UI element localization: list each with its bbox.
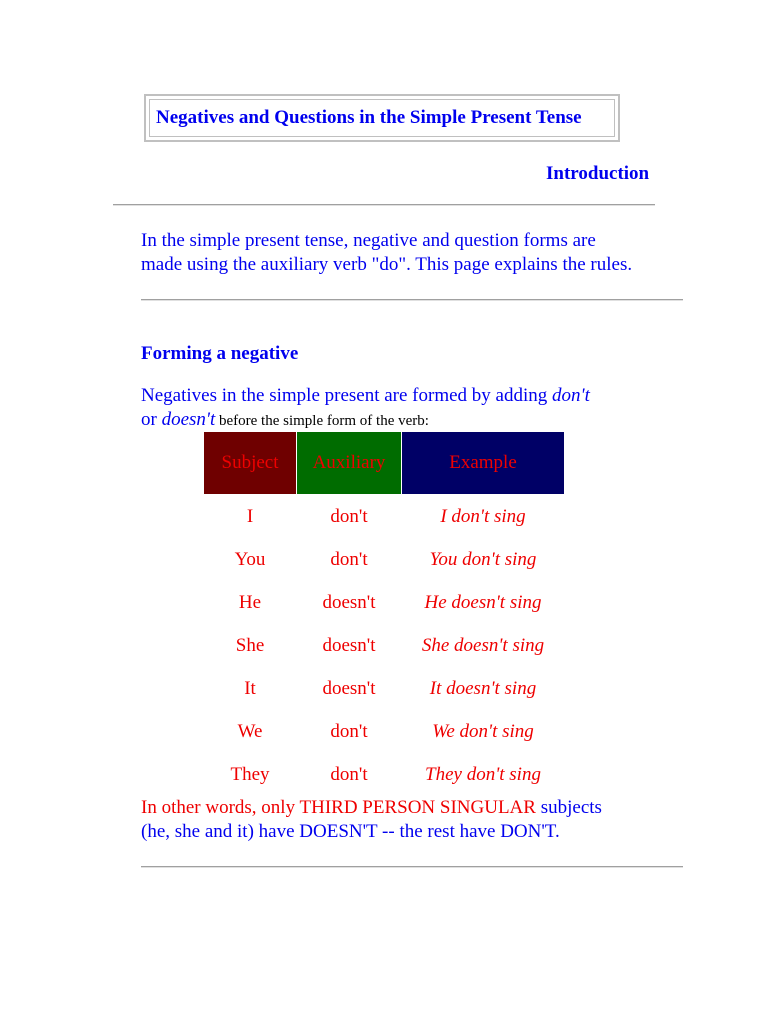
table-row	[204, 581, 565, 624]
negatives-text-dont: don't	[552, 385, 590, 406]
cell-subject: I	[246, 505, 254, 527]
cell-subject: You	[234, 548, 266, 570]
cell-auxiliary: doesn't	[322, 634, 376, 656]
table-row	[204, 495, 565, 539]
cell-example: We don't sing	[432, 720, 534, 742]
cell-example: They don't sing	[425, 763, 541, 785]
header-subject: Subject	[204, 432, 297, 495]
negatives-text	[141, 384, 631, 433]
page-title: Negatives and Questions in the Simple Present Tense	[156, 107, 582, 128]
header-example: Example	[402, 432, 565, 495]
cell-example: You don't sing	[429, 548, 537, 570]
table-row	[204, 667, 565, 710]
negatives-text-tail: before the simple form of the verb:	[215, 413, 429, 429]
cell-example: She doesn't sing	[421, 634, 545, 656]
table-row	[204, 538, 565, 581]
header-auxiliary: Auxiliary	[297, 432, 402, 495]
divider-top	[113, 204, 655, 206]
cell-subject: They	[230, 763, 270, 785]
negatives-text-or: or	[141, 409, 162, 430]
divider-intro	[141, 299, 683, 301]
section-heading: Forming a negative	[141, 343, 299, 364]
cell-auxiliary: don't	[330, 763, 368, 785]
cell-subject: She	[235, 634, 265, 656]
cell-auxiliary: don't	[330, 505, 368, 527]
cell-subject: He	[238, 591, 262, 613]
cell-auxiliary: don't	[330, 720, 368, 742]
cell-subject: It	[244, 677, 256, 699]
table-row	[204, 624, 565, 667]
negatives-text-doesnt: doesn't	[161, 409, 216, 430]
summary-text	[141, 796, 611, 844]
negatives-text-part1: Negatives in the simple present are formed by adding	[141, 385, 553, 406]
summary-text-part1: In other words, only THIRD PERSON SINGULAR	[141, 797, 536, 818]
cell-auxiliary: doesn't	[322, 591, 376, 613]
cell-auxiliary: don't	[330, 548, 368, 570]
cell-example: I don't sing	[440, 505, 526, 527]
cell-auxiliary: doesn't	[322, 677, 376, 699]
table-row	[204, 753, 565, 796]
divider-bottom	[141, 866, 683, 868]
table-header-row	[204, 432, 565, 495]
conjugation-table	[203, 431, 565, 796]
summary-text-part2: subjects (he, she and it) have DOESN'T -- the rest have DON'T.	[141, 797, 602, 842]
intro-text: In the simple present tense, negative and question forms are made using the auxiliary verb "do". This page explains the rules.	[141, 230, 633, 275]
cell-subject: We	[237, 720, 263, 742]
table-row	[204, 710, 565, 753]
intro-heading: Introduction	[546, 163, 650, 184]
cell-example: It doesn't sing	[429, 677, 537, 699]
cell-example: He doesn't sing	[424, 591, 542, 613]
